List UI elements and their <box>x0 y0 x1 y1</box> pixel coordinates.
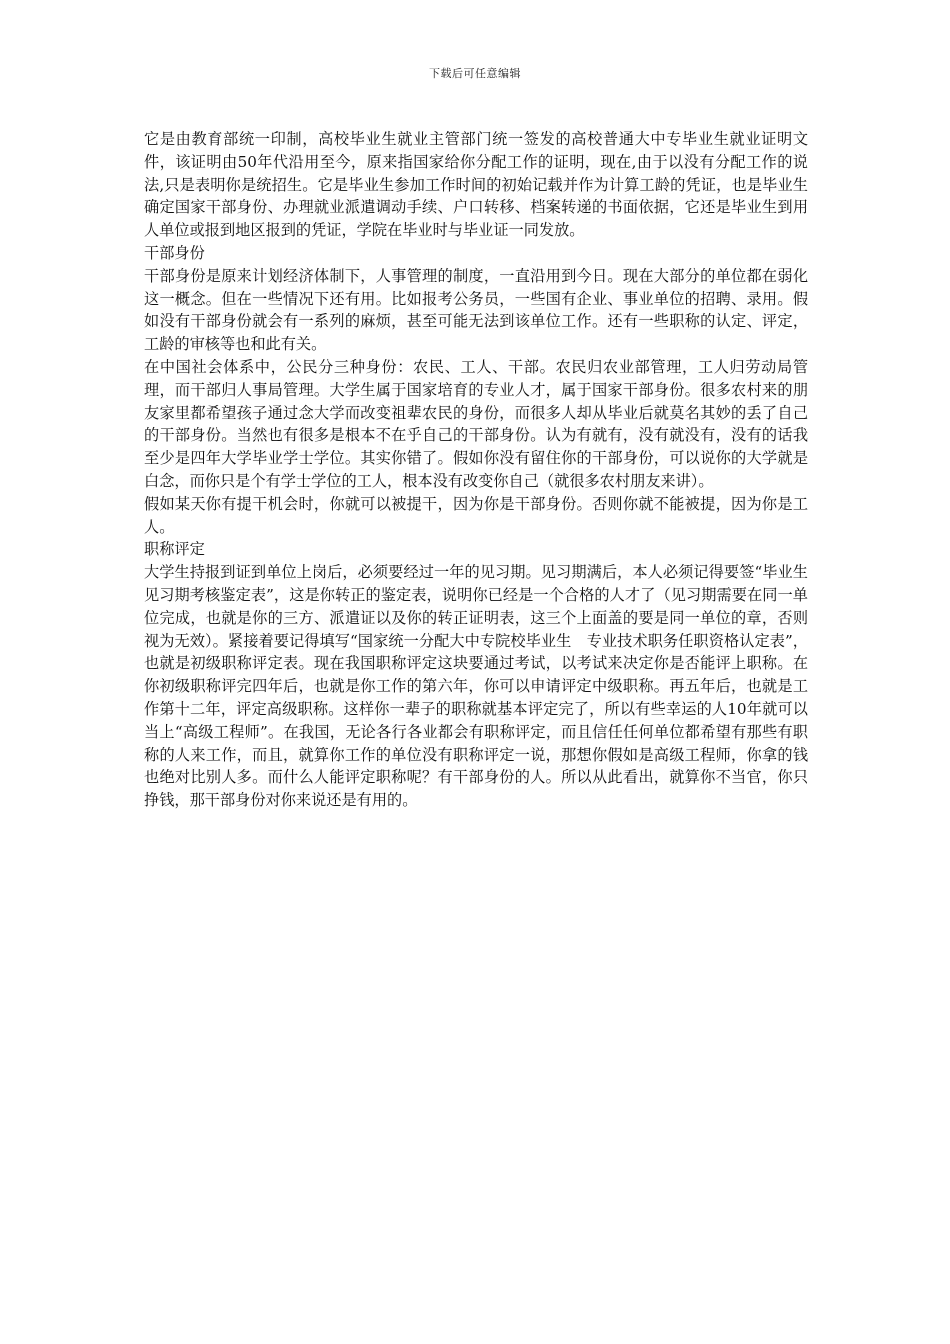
paragraph-cadre-status: 干部身份是原来计划经济体制下，人事管理的制度，一直沿用到今日。现在大部分的单位都在弱化这一概念。但在一些情况下还有用。比如报考公务员，一些国有企业、事业单位的招聘、录用。假如没有干部身份就会有一系列的麻烦，甚至可能无法到该单位工作。还有一些职称的认定、评定，工龄的审核等也和此有关。 <box>144 266 808 354</box>
paragraph-social-identity: 在中国社会体系中，公民分三种身份：农民、工人、干部。农民归农业部管理，工人归劳动局管理，而干部归人事局管理。大学生属于国家培育的专业人才，属于国家干部身份。很多农村来的朋友家里都希望孩子通过念大学而改变祖辈农民的身份，而很多人却从毕业后就莫名其妙的丢了自己的干部身份。当然也有很多是根本不在乎自己的干部身份。认为有就有，没有就没有，没有的话我至少是四年大学毕业学士学位。其实你错了。假如你没有留住你的干部身份，可以说你的大学就是白念，而你只是个有学士学位的工人，根本没有改变你自己（就很多农村朋友来讲）。 <box>144 357 808 490</box>
section-heading-title-evaluation: 职称评定 <box>144 540 205 559</box>
section-heading-cadre-status: 干部身份 <box>144 243 205 262</box>
document-body <box>144 128 808 812</box>
paragraph-certificate-intro: 它是由教育部统一印制，高校毕业生就业主管部门统一签发的高校普通大中专毕业生就业证明文件，该证明由50年代沿用至今，原来指国家给你分配工作的证明，现在,由于以没有分配工作的说法,只是表明你是统招生。它是毕业生参加工作时间的初始记载并作为计算工龄的凭证，也是毕业生确定国家干部身份、办理就业派遣调动手续、户口转移、档案转递的书面依据，它还是毕业生到用人单位或报到地区报到的凭证，学院在毕业时与毕业证一同发放。 <box>144 130 808 240</box>
page-header: 下载后可任意编辑 <box>429 67 521 80</box>
paragraph-promotion: 假如某天你有提干机会时，你就可以被提干，因为你是干部身份。否则你就不能被提，因为你是工人。 <box>144 494 808 536</box>
paragraph-title-evaluation: 大学生持报到证到单位上岗后，必须要经过一年的见习期。见习期满后，本人必须记得要签“毕业生见习期考核鉴定表”，这是你转正的鉴定表，说明你已经是一个合格的人才了（见习期需要在同一单位完成，也就是你的三方、派遣证以及你的转正证明表，这三个上面盖的要是同一单位的章，否则视为无效）。紧接着要记得填写“国家统一分配大中专院校毕业生 专业技术职务任职资格认定表”，也就是初级职称评定表。现在我国职称评定这块要通过考试，以考试来决定你是否能评上职称。在你初级职称评完四年后，也就是你工作的第六年，你可以申请评定中级职称。再五年后，也就是工作第十二年，评定高级职称。这样你一辈子的职称就基本评定完了，所以有些幸运的人10年就可以当上“高级工程师”。在我国，无论各行各业都会有职称评定，而且信任任何单位都希望有那些有职称的人来工作，而且，就算你工作的单位没有职称评定一说，那想你假如是高级工程师，你拿的钱也绝对比别人多。而什么人能评定职称呢？有干部身份的人。所以从此看出，就算你不当官，你只挣钱，那干部身份对你来说还是有用的。 <box>144 563 808 810</box>
